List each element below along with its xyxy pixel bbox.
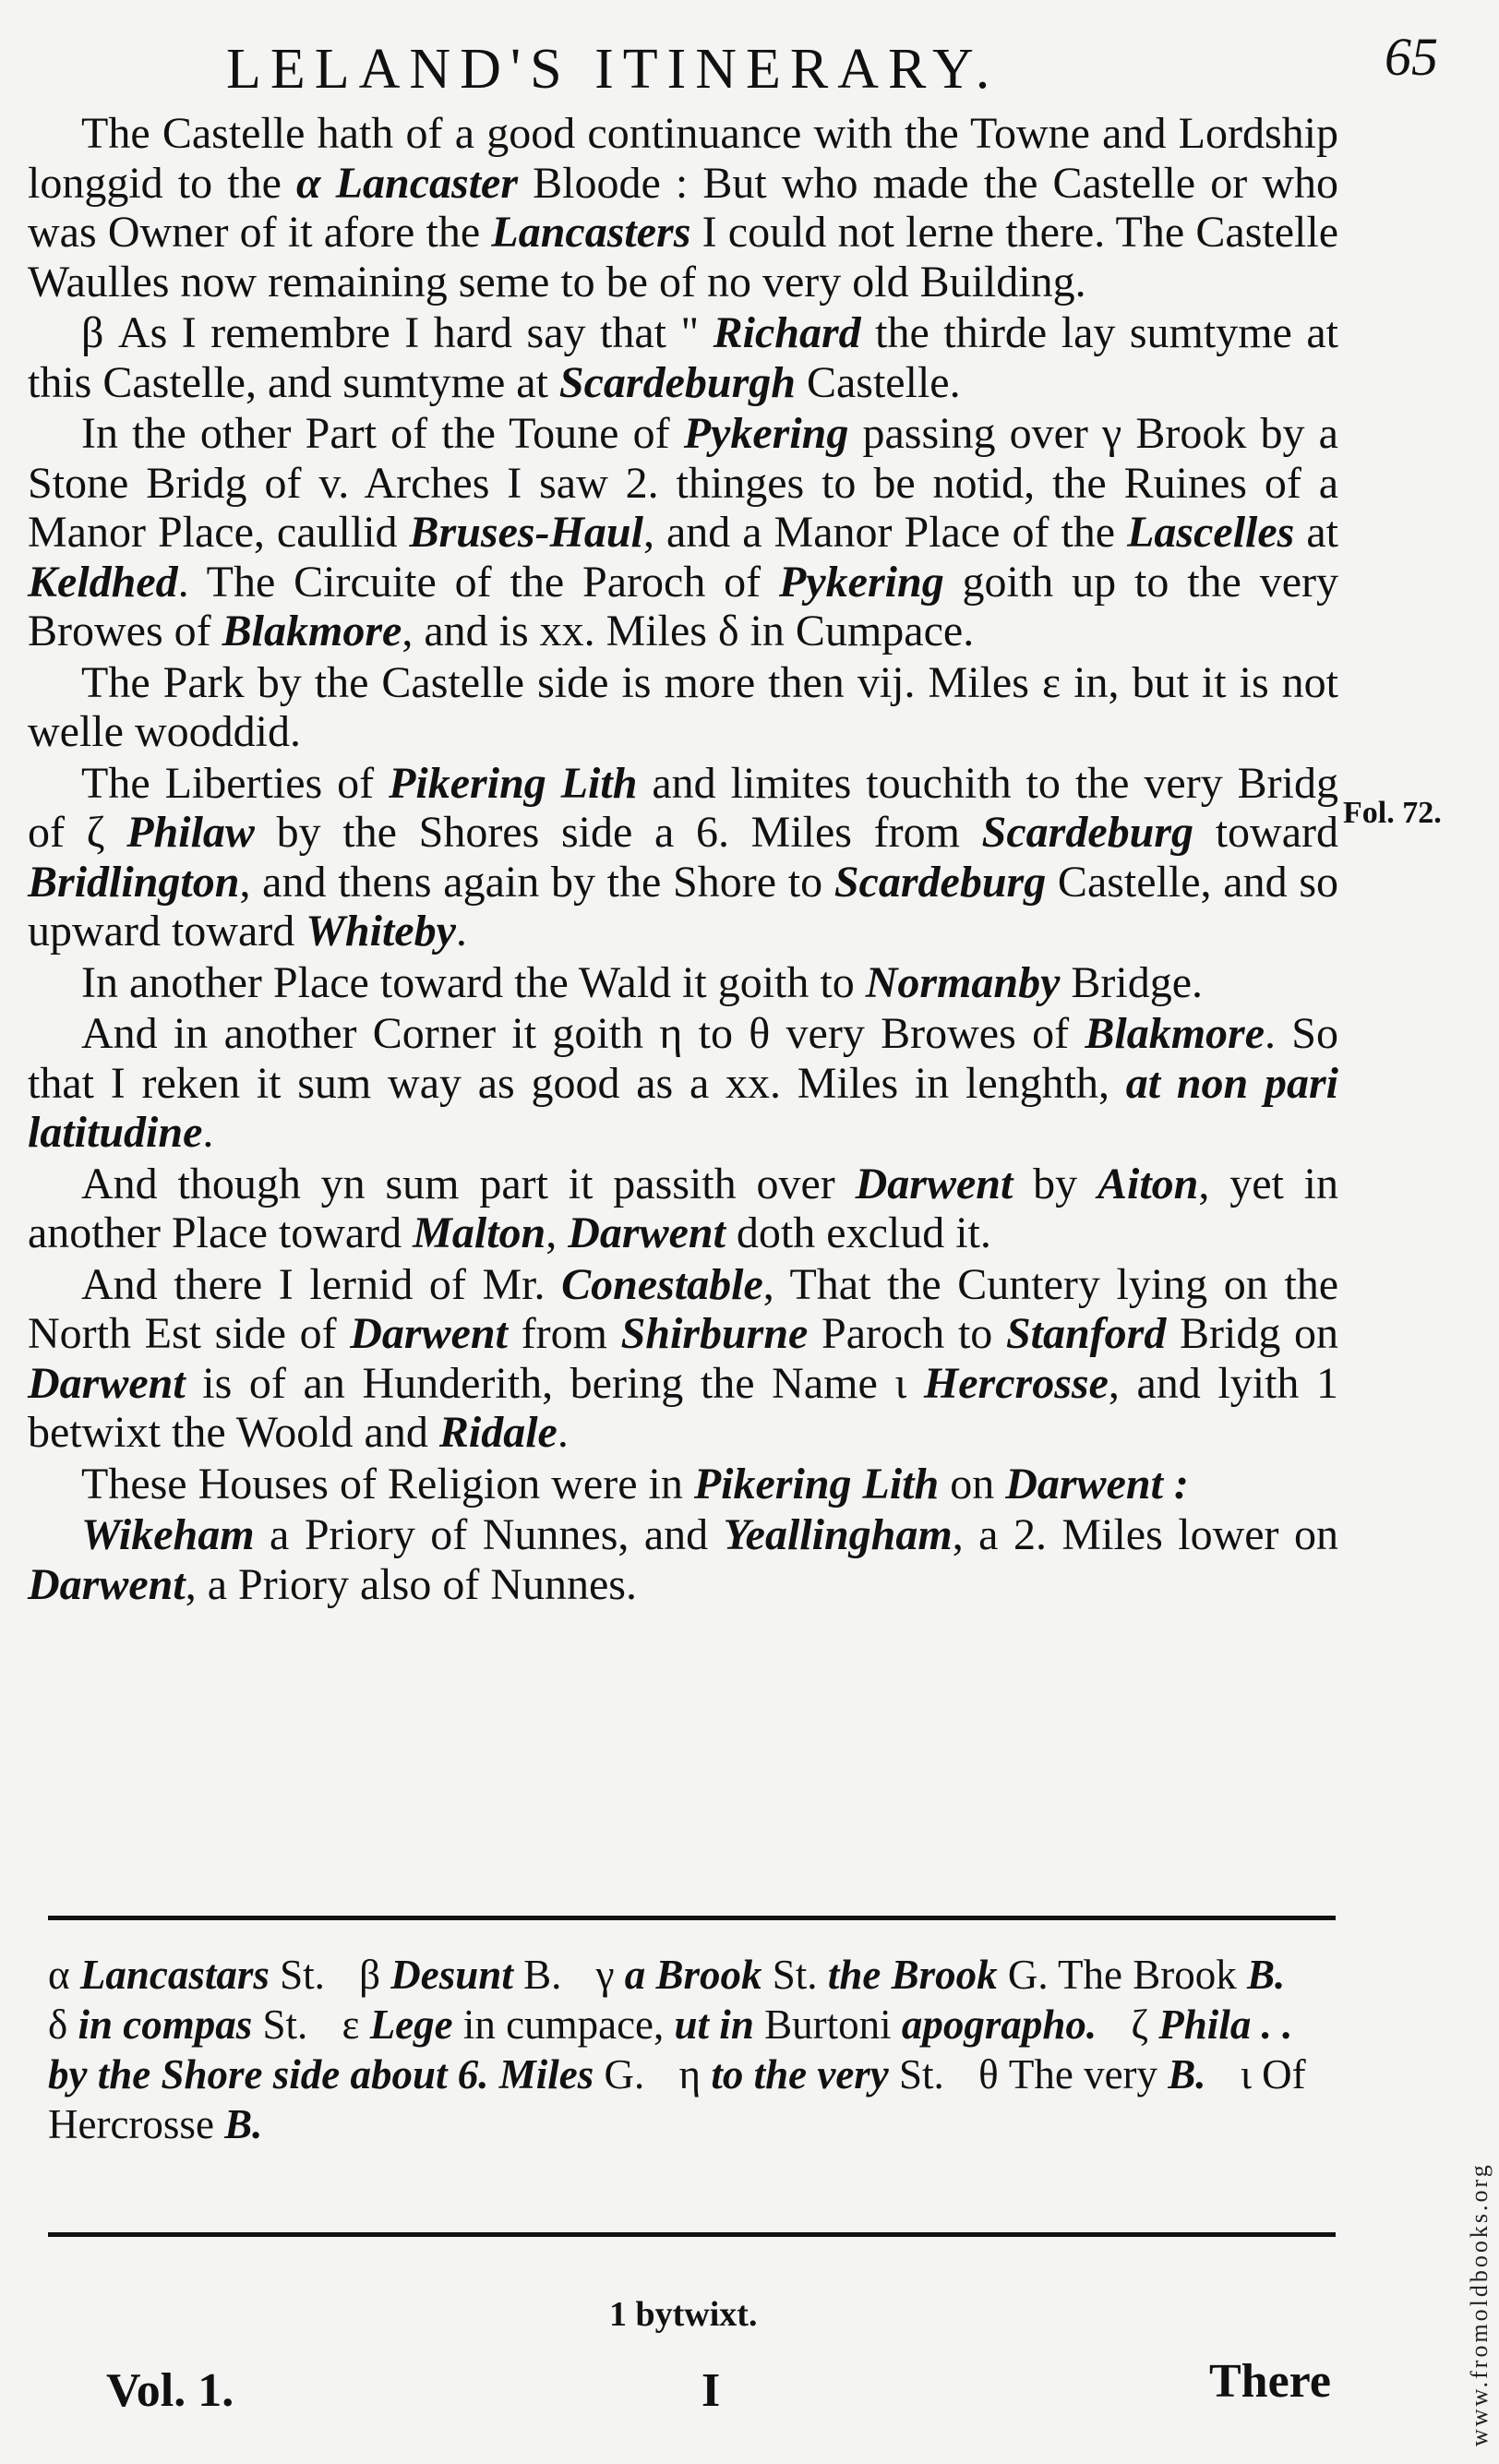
text-run: γ bbox=[595, 1952, 625, 1998]
italic-text: Bruses-Haul bbox=[409, 508, 643, 557]
footnote-rule-top bbox=[48, 1916, 1336, 1920]
text-run: St. bbox=[269, 1952, 325, 1998]
italic-text: ut in bbox=[674, 2001, 754, 2048]
text-run: , yet in another Place toward bbox=[28, 1159, 1338, 1257]
text-run: The Liberties of bbox=[81, 758, 390, 808]
text-run: , a 2. Miles lower on bbox=[952, 1510, 1338, 1559]
italic-text: Shirburne bbox=[620, 1309, 809, 1358]
italic-text: B. bbox=[224, 2101, 263, 2147]
text-run: by bbox=[1013, 1159, 1097, 1208]
italic-text: α Lancaster bbox=[296, 158, 519, 208]
text-run: In the other Part of the Toune of bbox=[81, 409, 684, 458]
text-run: , and is xx. Miles δ in Cumpace. bbox=[402, 607, 975, 655]
text-run: . The Circuite of the Paroch of bbox=[177, 557, 780, 607]
text-run: , That the Cuntery lying on the North Est side of bbox=[28, 1259, 1338, 1358]
italic-text: Keldhed bbox=[28, 557, 178, 607]
text-run: Castelle, and so upward toward bbox=[28, 857, 1339, 956]
italic-text: Normanby bbox=[865, 957, 1061, 1007]
footnote bbox=[679, 2051, 944, 2097]
text-run: And though yn sum part it passith over bbox=[81, 1159, 856, 1208]
text-run: Bridg on bbox=[1166, 1309, 1338, 1358]
text-run: , a Priory also of Nunnes. bbox=[185, 1559, 637, 1609]
text-run: , and thens again by the Shore to bbox=[239, 857, 834, 907]
footnotes bbox=[48, 1950, 1336, 2149]
text-run: is of an Hunderith, bering the Name ι bbox=[185, 1358, 924, 1408]
paragraph bbox=[28, 958, 1338, 1008]
text-run: β bbox=[359, 1952, 391, 1998]
running-title: LELAND'S ITINERARY. bbox=[226, 38, 1000, 101]
italic-text: Pikering Lith bbox=[389, 758, 638, 808]
text-run: α bbox=[48, 1952, 80, 1998]
page-header bbox=[0, 26, 1499, 100]
paragraph bbox=[28, 109, 1338, 306]
italic-text: a Brook bbox=[624, 1952, 762, 1998]
text-run: The Castelle hath of a good continuance with the Towne and Lordship longgid to the bbox=[28, 109, 1338, 208]
italic-text: Pykering bbox=[779, 557, 944, 607]
italic-text: Darwent : bbox=[1005, 1459, 1189, 1508]
italic-text: Conestable bbox=[561, 1259, 763, 1309]
paragraph bbox=[28, 1510, 1338, 1609]
text-run: G. The Brook bbox=[997, 1952, 1247, 1998]
italic-text: Darwent bbox=[28, 1358, 186, 1408]
italic-text: Philaw bbox=[126, 808, 255, 857]
text-run: toward bbox=[1193, 808, 1339, 857]
italic-text: Lege bbox=[369, 2001, 453, 2048]
italic-text: Malton bbox=[413, 1208, 546, 1257]
text-run: B. bbox=[512, 1952, 562, 1998]
italic-text: Bridlington bbox=[28, 857, 240, 907]
body-text bbox=[28, 109, 1338, 1611]
italic-text: Darwent bbox=[855, 1159, 1013, 1208]
text-run: Burtoni bbox=[753, 2001, 902, 2048]
page-footer bbox=[0, 2355, 1499, 2437]
text-run: And there I lernid of Mr. bbox=[81, 1259, 562, 1309]
italic-text: Blakmore bbox=[1085, 1009, 1265, 1058]
watermark: www.fromoldbooks.org bbox=[1466, 2162, 1493, 2446]
italic-text: Darwent bbox=[28, 1559, 186, 1609]
footnote bbox=[596, 1952, 1286, 1998]
text-run: , bbox=[546, 1208, 569, 1257]
text-run: . bbox=[202, 1108, 214, 1157]
italic-text: Blakmore bbox=[222, 607, 402, 655]
text-run: doth exclud it. bbox=[725, 1208, 991, 1257]
text-run: In another Place toward the Wald it goith to bbox=[81, 957, 866, 1007]
italic-text: Stanford bbox=[1005, 1309, 1167, 1358]
italic-text: in compas bbox=[78, 2001, 253, 2048]
italic-text: Ridale bbox=[438, 1408, 558, 1457]
text-run: at bbox=[1294, 508, 1338, 557]
text-run: δ bbox=[48, 2001, 78, 2048]
text-run: by the Shores side a 6. Miles from bbox=[254, 808, 982, 857]
margin-note-folio: Fol. 72. bbox=[1343, 796, 1442, 830]
text-run: from bbox=[507, 1309, 621, 1358]
text-run: Bloode : But who made the Castelle or who was Owner of it afore the bbox=[28, 158, 1339, 257]
text-run: goith up to the very Browes of bbox=[28, 557, 1338, 655]
italic-text: Wikeham bbox=[81, 1510, 255, 1559]
text-run: G. bbox=[594, 2051, 645, 2097]
italic-text: B. bbox=[1168, 2051, 1206, 2097]
italic-text: Pykering bbox=[683, 409, 849, 458]
volume-signature: Vol. 1. bbox=[106, 2364, 234, 2417]
paragraph bbox=[28, 759, 1338, 956]
text-run: St. bbox=[888, 2051, 944, 2097]
italic-text: B. bbox=[1247, 1952, 1286, 1998]
italic-text: Darwent bbox=[568, 1208, 726, 1257]
footnote bbox=[48, 1952, 325, 1998]
footnote bbox=[48, 2001, 307, 2048]
italic-text: the Brook bbox=[827, 1952, 998, 1998]
italic-text: Yeallingham bbox=[723, 1510, 953, 1559]
text-run: The Park by the Castelle side is more then vij. Miles ε in, but it is not welle wooddid. bbox=[28, 657, 1338, 756]
paragraph bbox=[28, 1260, 1338, 1458]
paragraph bbox=[28, 658, 1338, 757]
signature-mark: I bbox=[702, 2364, 721, 2417]
text-run: a Priory of Nunnes, and bbox=[254, 1510, 724, 1559]
italic-text: Whiteby bbox=[306, 907, 456, 956]
page-number: 65 bbox=[1385, 27, 1438, 87]
text-run: ζ bbox=[1131, 2001, 1159, 2048]
paragraph bbox=[28, 409, 1338, 656]
italic-text: Aiton bbox=[1097, 1159, 1199, 1208]
text-run: θ The very bbox=[978, 2051, 1169, 2097]
footnote-catchword: 1 bytwixt. bbox=[609, 2295, 758, 2334]
text-run: ι Of Hercrosse bbox=[48, 2051, 1306, 2147]
italic-text: Richard bbox=[713, 308, 861, 357]
text-run: on bbox=[939, 1459, 1006, 1508]
footnote bbox=[978, 2051, 1206, 2097]
italic-text: Lancastars bbox=[79, 1952, 270, 1998]
catchword: There bbox=[1209, 2355, 1331, 2408]
paragraph bbox=[28, 308, 1338, 407]
text-run: St. bbox=[252, 2001, 308, 2048]
text-run: St. bbox=[761, 1952, 828, 1998]
italic-text: Scardeburg bbox=[981, 808, 1194, 857]
text-run: , and lyith 1 betwixt the Woold and bbox=[28, 1358, 1339, 1457]
footnote bbox=[359, 1952, 561, 1998]
text-run: ε bbox=[342, 2001, 370, 2048]
text-run: Castelle. bbox=[795, 357, 961, 407]
text-run: the thirde lay sumtyme at this Castelle, and sumtyme at bbox=[28, 308, 1338, 407]
footnote-rule-bottom bbox=[48, 2232, 1336, 2237]
text-run: Bridge. bbox=[1060, 957, 1204, 1007]
text-run: And in another Corner it goith η to θ very Browes of bbox=[81, 1009, 1085, 1058]
footnote bbox=[342, 2001, 1097, 2048]
italic-text: Lascelles bbox=[1127, 508, 1295, 557]
text-run: and limites touchith to the very Bridg of ζ bbox=[28, 758, 1339, 857]
italic-text: Desunt bbox=[390, 1952, 513, 1998]
text-run: , and a Manor Place of the bbox=[642, 508, 1128, 557]
text-run: I could not lerne there. The Castelle Waulles now remaining seme to be of no very old Building. bbox=[28, 208, 1339, 306]
text-run: . bbox=[455, 907, 467, 956]
paragraph bbox=[28, 1009, 1338, 1158]
italic-text: Scardeburgh bbox=[558, 357, 796, 407]
italic-text: Lancasters bbox=[491, 208, 691, 257]
italic-text: Hercrosse bbox=[923, 1358, 1109, 1408]
text-run: . bbox=[557, 1408, 569, 1457]
paragraph bbox=[28, 1160, 1338, 1258]
italic-text: to the very bbox=[711, 2051, 889, 2097]
text-run: η bbox=[678, 2051, 712, 2097]
text-run: Paroch to bbox=[808, 1309, 1006, 1358]
text-run: These Houses of Religion were in bbox=[81, 1459, 694, 1508]
italic-text: Phila . . by the Shore side about 6. Miles bbox=[48, 2001, 1293, 2097]
italic-text: Scardeburg bbox=[833, 857, 1047, 907]
italic-text: apographo. bbox=[901, 2001, 1097, 2048]
paragraph bbox=[28, 1460, 1338, 1509]
italic-text: Darwent bbox=[350, 1309, 508, 1358]
italic-text: Pikering Lith bbox=[693, 1459, 940, 1508]
text-run: β As I remembre I hard say that " bbox=[81, 308, 714, 357]
text-run: in cumpace, bbox=[452, 2001, 675, 2048]
italic-text: at non pari latitudine bbox=[28, 1058, 1338, 1157]
text-run: . So that I reken it sum way as good as a xx. Miles in lenghth, bbox=[28, 1009, 1338, 1108]
text-run: passing over γ Brook by a Stone Bridg of v. Arches I saw 2. thinges to be notid, the Ruines of a Manor Place, caullid bbox=[28, 409, 1338, 557]
